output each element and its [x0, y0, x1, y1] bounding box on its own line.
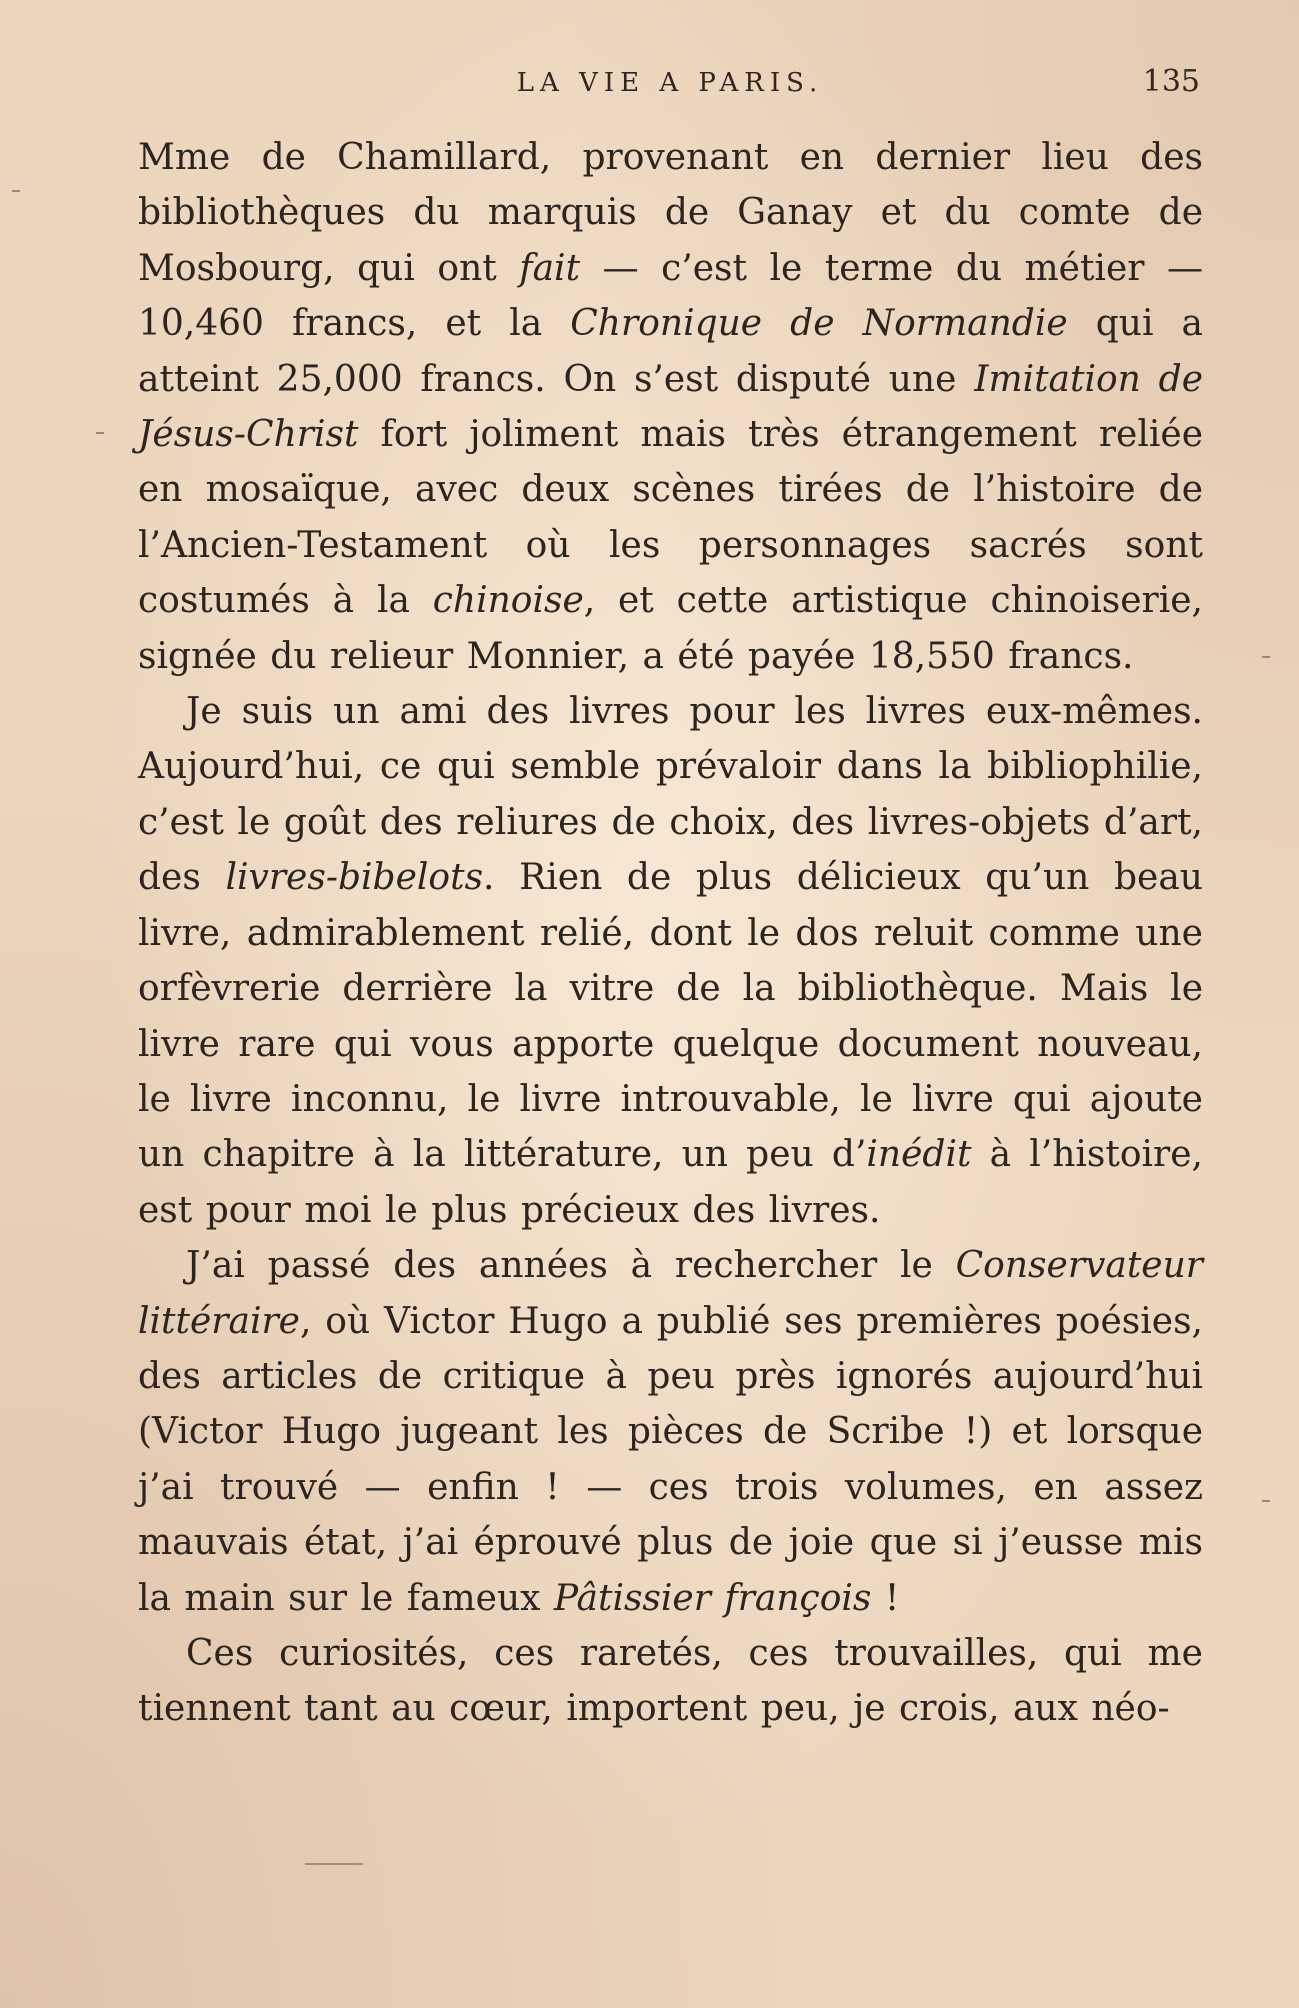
text-run: Je suis un ami des livres pour les livres eux-mêmes. Aujourd’hui, ce qui semble prévaloir dans la bibliophilie, c’est le goût des reliures de choix, des livres-objets d’art, des — [138, 691, 1203, 899]
italic-run: chinoise — [432, 580, 584, 622]
text-run: — c’est le terme du métier — 10,460 francs, et la — [138, 247, 1203, 345]
text-run: qui a atteint 25,000 francs. On s’est disputé une — [138, 303, 1203, 400]
italic-run: livres-bibelots — [225, 857, 484, 899]
body-text — [138, 130, 1203, 1737]
text-run: ! — [871, 1577, 900, 1619]
paragraph — [138, 1626, 1203, 1737]
text-run: fort joliment mais très étrangement reliée en mosaïque, avec deux scènes tirées de l’histoire de l’Ancien-Testament où les personnages sacrés sont costumés à la — [138, 414, 1203, 622]
text-run: Ces curiosités, ces raretés, ces trouvailles, qui me tiennent tant au cœur, importent peu, je crois, aux néo- — [138, 1632, 1203, 1730]
italic-run: Imitation de Jésus-Christ — [138, 358, 1203, 456]
running-head — [140, 64, 1200, 104]
paragraph — [138, 130, 1203, 684]
italic-run: fait — [519, 247, 581, 289]
italic-run: Pâtissier françois — [553, 1577, 872, 1619]
text-run: . Rien de plus délicieux qu’un beau livre, admirablement relié, dont le dos reluit comme une orfèvrerie derrière la vitre de la bibliothèque. Mais le livre rare qui vous apporte quelque document nouveau, le livre inconnu, le livre introuvable, le livre qui ajoute un chapitre à la littérature, un peu d’ — [138, 857, 1203, 1176]
italic-run: Chronique de Normandie — [570, 303, 1068, 345]
paragraph — [138, 1238, 1203, 1626]
footer-rule — [305, 1863, 363, 1865]
text-run: J’ai passé des années à rechercher le — [186, 1245, 956, 1287]
paragraph — [138, 684, 1203, 1238]
text-run: à l’histoire, est pour moi le plus précieux des livres. — [138, 1134, 1203, 1231]
running-title: LA VIE A PARIS. — [516, 68, 824, 98]
page-speck — [96, 432, 104, 434]
page-speck — [1262, 1500, 1270, 1502]
italic-run: inédit — [866, 1134, 972, 1176]
page-speck — [12, 190, 20, 192]
text-run: Mme de Chamillard, provenant en dernier lieu des bibliothèques du marquis de Ganay et du comte de Mosbourg, qui ont — [138, 137, 1203, 289]
text-run: , et cette artistique chinoiserie, signée du relieur Monnier, a été payée 18,550 francs. — [138, 580, 1203, 677]
italic-run: Conservateur littéraire — [138, 1245, 1203, 1342]
text-run: , où Victor Hugo a publié ses premières poésies, des articles de critique à peu près ignorés aujourd’hui (Victor Hugo jugeant les pièces de Scribe !) et lorsque j’ai trouvé — enfin ! — ces trois volumes, en assez mauvais état, j’ai éprouvé plus de joie que si j’eusse mis la main sur le fameux — [138, 1300, 1203, 1619]
page-number: 135 — [1142, 64, 1200, 99]
page-speck — [1262, 656, 1270, 658]
